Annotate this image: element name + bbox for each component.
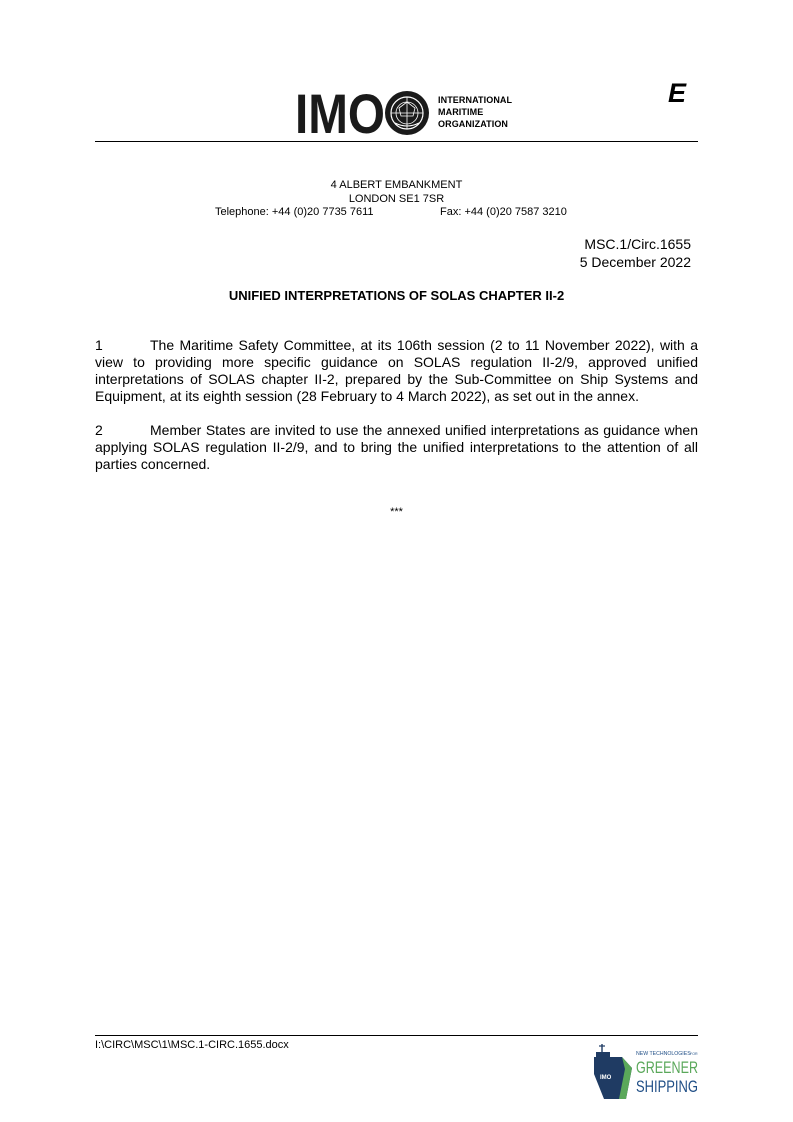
paragraph-2 [95,422,698,473]
language-indicator: E [668,78,687,108]
organization-name [438,94,512,130]
footer-divider [95,1035,698,1036]
paragraph-text: Member States are invited to use the annexed unified interpretations as guidance when applying SOLAS regulation II-2/9, and to bring the unified interpretations to the attention of all parties concerned. [95,422,698,472]
badge-ship-text: IMO [600,1075,612,1081]
paragraph-text: The Maritime Safety Committee, at its 106th session (2 to 11 November 2022), with a view to providing more specific guidance on SOLAS regulation II-2/9, approved unified interpretations of SOLAS chapter II-2, prepared by the Sub-Committee on Ship Systems and Equipment, at its eighth session (28 February to 4 March 2022), as set out in the annex. [95,337,698,404]
section-separator: *** [390,506,403,518]
badge-line-1-small: FOR [690,1052,698,1056]
greener-shipping-badge [592,1042,702,1102]
paragraph-number: 2 [95,422,103,438]
imo-logo-text: IMO [295,82,385,145]
badge-line-2: GREENER [636,1058,698,1077]
org-name-line-3: ORGANIZATION [438,119,509,129]
document-title: UNIFIED INTERPRETATIONS OF SOLAS CHAPTER II-2 [228,288,565,303]
org-name-line-1: INTERNATIONAL [438,95,513,105]
ship-bow-icon [594,1044,632,1099]
document-symbol: MSC.1/Circ.1655 [584,236,691,252]
file-path: I:\CIRC\MSC\1\MSC.1-CIRC.1655.docx [95,1039,289,1051]
address-line-1: 4 ALBERT EMBANKMENT [330,179,463,191]
un-emblem-icon [385,91,429,135]
header-divider [95,141,698,142]
org-name-line-2: MARITIME [438,107,484,117]
imo-logo [295,82,431,145]
badge-line-3: SHIPPING [636,1077,698,1096]
telephone-number: Telephone: +44 (0)20 7735 7611 [215,206,374,218]
badge-line-1: NEW TECHNOLOGIES [636,1051,691,1057]
paragraph-1 [95,337,698,405]
address-line-2: LONDON SE1 7SR [348,193,445,205]
paragraph-number: 1 [95,337,103,353]
fax-number: Fax: +44 (0)20 7587 3210 [440,206,567,218]
document-date: 5 December 2022 [579,254,691,270]
